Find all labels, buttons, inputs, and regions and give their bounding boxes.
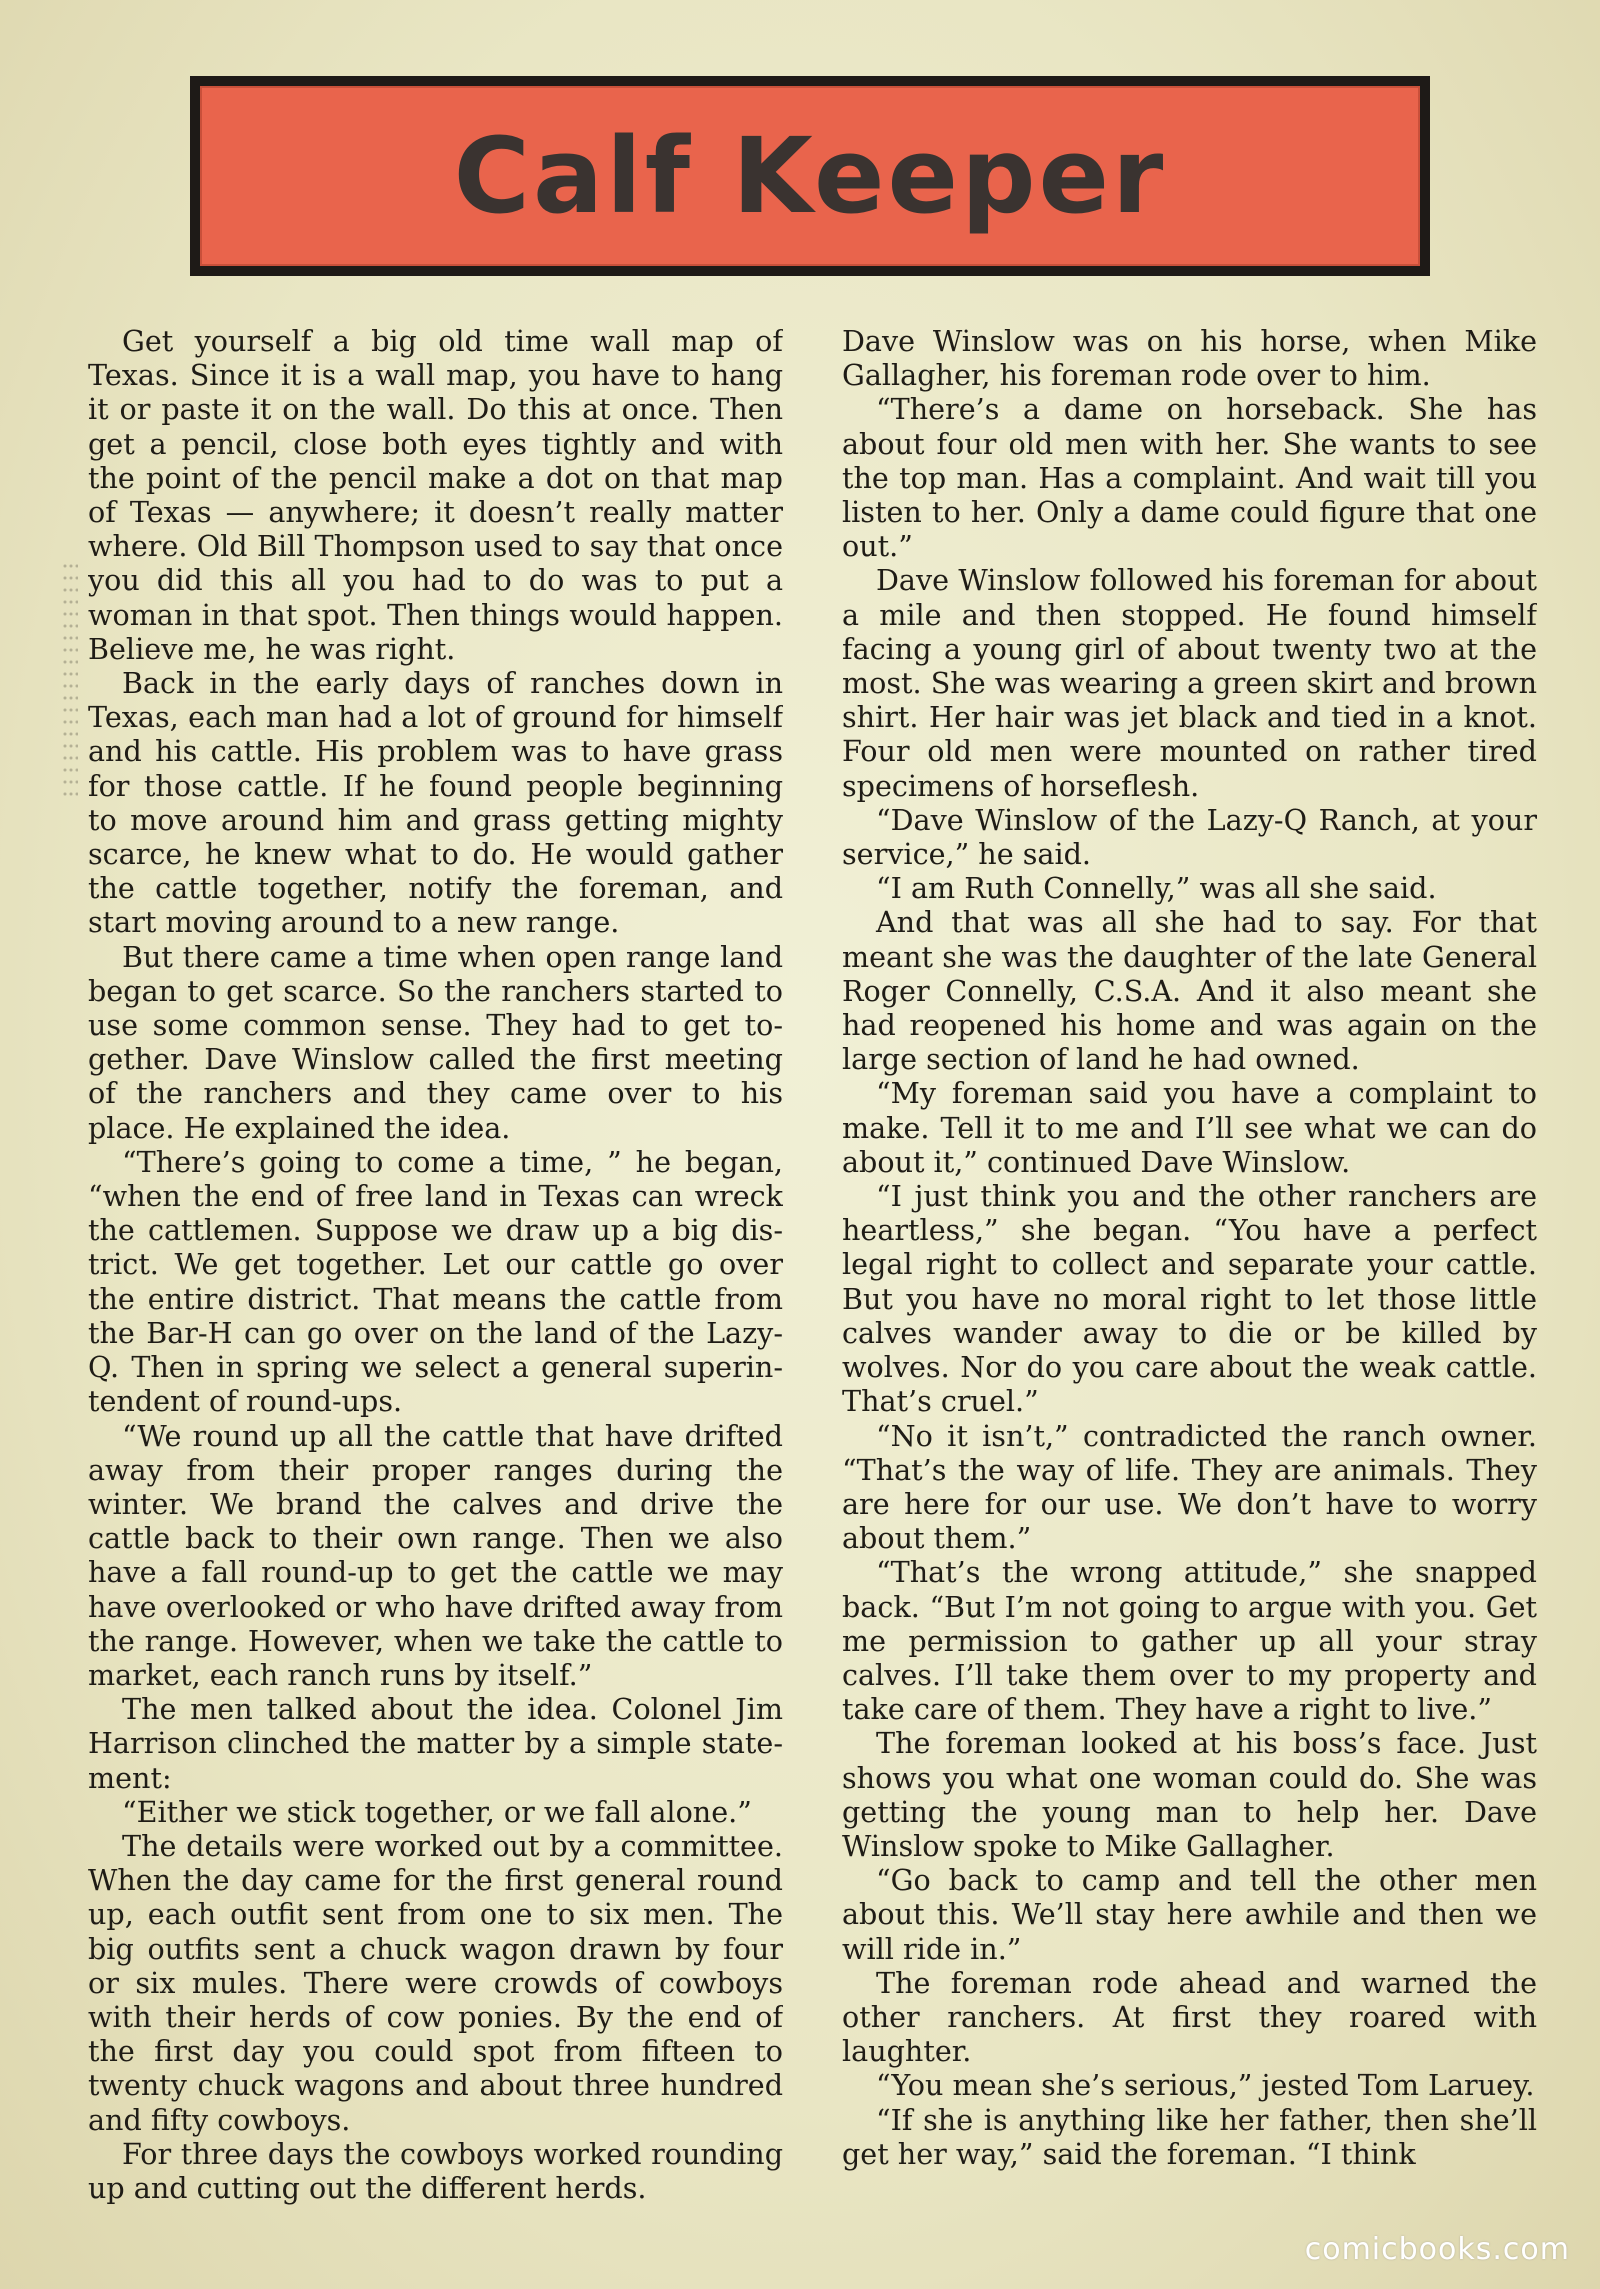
paragraph: “Either we stick together, or we fall alone.” xyxy=(122,1794,752,1829)
title-panel xyxy=(200,86,1420,266)
paragraph: The foreman rode ahead and warned the other ranchers. At first they roared with laughter. xyxy=(842,1965,1537,2069)
watermark: comicbooks.com xyxy=(1304,2232,1570,2267)
paragraph: But there came a time when open range land began to get scarce. So the ranchers started to use some common sense. They had to get together. Dave Winslow called the first meeting of the ranchers and they came over to his place. He explained the idea. xyxy=(88,939,783,1145)
paragraph: The men talked about the idea. Colonel Jim Harrison clinched the matter by a simple statement: xyxy=(88,1692,783,1795)
paragraph: Dave Winslow followed his foreman for about a mile and then stopped. He found himself facing a young girl of about twenty two at the most. She was wearing a green skirt and brown shirt. Her hair was jet black and tied in a knot. Four old men were mounted on rather tired specimens of horseflesh. xyxy=(842,563,1537,803)
paragraph: “If she is anything like her father, then she’ll get her way,” said the foreman. “I think xyxy=(842,2102,1537,2171)
paragraph: “You mean she’s serious,” jested Tom Laruey. xyxy=(876,2068,1535,2103)
page-edge-texture xyxy=(62,560,78,800)
paragraph: Get yourself a big old time wall map of Texas. Since it is a wall map, you have to hang it or paste it on the wall. Do this at once. Then get a pencil, close both eyes tightly and with the point of the pencil make a dot on that map of Texas — anywhere; it doesn’t really matter where. Old Bill Thompson used to say that once you did this all you had to do was to put a woman in that spot. Then things would happen. Believe me, he was right. xyxy=(88,324,783,666)
paragraph: For three days the cowboys worked rounding up and cutting out the different herds. xyxy=(88,2136,783,2205)
paragraph: “There’s a dame on horseback. She has about four old men with her. She wants to see the top man. Has a complaint. And wait till you listen to her. Only a dame could figure that one out.” xyxy=(842,392,1537,564)
title-banner xyxy=(190,76,1430,276)
left-column xyxy=(88,324,783,2219)
paragraph: The details were worked out by a committee. When the day came for the first general round up, each outfit sent from one to six men. The big outfits sent a chuck wagon drawn by four or six mules. There were crowds of cowboys with their herds of cow ponies. By the end of the first day you could spot from fifteen to twenty chuck wagons and about three hundred and fifty cowboys. xyxy=(88,1828,783,2137)
paragraph: “No it isn’t,” contradicted the ranch owner. “That’s the way of life. They are animals. They are here for our use. We don’t have to worry about them.” xyxy=(842,1418,1537,1556)
paragraph: The foreman looked at his boss’s face. Just shows you what one woman could do. She was getting the young man to help her. Dave Winslow spoke to Mike Gallagher. xyxy=(842,1726,1537,1863)
story-title: Calf Keeper xyxy=(453,115,1167,237)
paragraph: Back in the early days of ranches down in Texas, each man had a lot of ground for himself and his cattle. His problem was to have grass for those cattle. If he found people beginning to move around him and grass getting mighty scarce, he knew what to do. He would gather the cattle together, notify the foreman, and start moving around to a new range. xyxy=(88,666,783,940)
paragraph: “There’s going to come a time, ” he began, “when the end of free land in Texas can wreck the cattlemen. Suppose we draw up a big district. We get together. Let our cattle go over the entire district. That means the cattle from the Bar-H can go over on the land of the Lazy-Q. Then in spring we select a general superintendent of round-ups. xyxy=(88,1144,783,1419)
paragraph: “Dave Winslow of the Lazy-Q Ranch, at your service,” he said. xyxy=(842,802,1537,872)
paragraph: And that was all she had to say. For that meant she was the daughter of the late General Roger Connelly, C.S.A. And it also meant she had reopened his home and was again on the large section of land he had owned. xyxy=(842,905,1537,1077)
paragraph: “Go back to camp and tell the other men about this. We’ll stay here awhile and then we will ride in.” xyxy=(842,1863,1537,1966)
paragraph: “My foreman said you have a complaint to make. Tell it to me and I’ll see what we can do about it,” continued Dave Winslow. xyxy=(842,1076,1537,1179)
paragraph: Dave Winslow was on his horse, when Mike Gallagher, his foreman rode over to him. xyxy=(842,324,1537,393)
paragraph: “I just think you and the other ranchers are heartless,” she began. “You have a perfect legal right to collect and separate your cattle. But you have no moral right to let those little calves wander away to die or be killed by wolves. Nor do you care about the weak cattle. That’s cruel.” xyxy=(842,1179,1537,1419)
paragraph: “I am Ruth Connelly,” was all she said. xyxy=(876,871,1437,906)
right-column xyxy=(842,324,1537,2219)
paragraph: “That’s the wrong attitude,” she snapped back. “But I’m not going to argue with you. Get me permission to gather up all your stray calves. I’ll take them over to my property and take care of them. They have a right to live.” xyxy=(842,1555,1537,1727)
paragraph: “We round up all the cattle that have drifted away from their proper ranges during the winter. We brand the calves and drive the cattle back to their own range. Then we also have a fall round-up to get the cattle we may have overlooked or who have drifted away from the range. However, when we take the cattle to market, each ranch runs by itself.” xyxy=(88,1418,783,1692)
